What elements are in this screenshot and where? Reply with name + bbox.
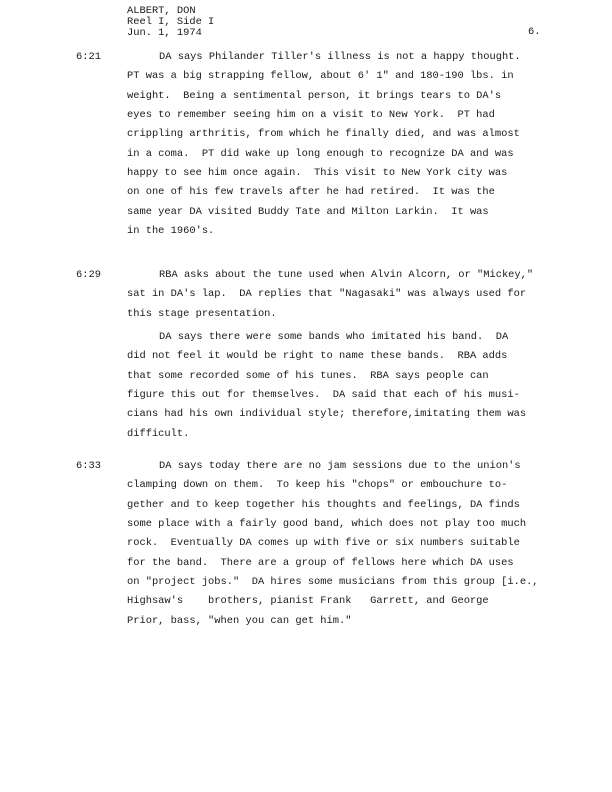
- transcript-line: in a coma. PT did wake up long enough to recognize DA and was: [127, 147, 514, 160]
- timestamp: 6:33: [76, 460, 101, 472]
- transcript-line: that some recorded some of his tunes. RBA says people can: [127, 369, 489, 382]
- transcript-line: eyes to remember seeing him on a visit to New York. PT had: [127, 109, 495, 122]
- transcript-line: for the band. There are a group of fellows here which DA uses: [127, 556, 514, 569]
- transcript-line: DA says today there are no jam sessions due to the union's: [159, 460, 521, 472]
- timestamp: 6:29: [76, 269, 101, 281]
- transcript-line: weight. Being a sentimental person, it brings tears to DA's: [127, 89, 502, 102]
- transcript-line: crippling arthritis, from which he finally died, and was almost: [127, 128, 520, 141]
- header-name: ALBERT, DON: [127, 5, 196, 17]
- transcript-line: RBA asks about the tune used when Alvin Alcorn, or "Mickey,": [159, 269, 534, 281]
- transcript-line: rock. Eventually DA comes up with five or six numbers suitable: [127, 537, 520, 550]
- transcript-line: cians had his own individual style; therefore,imitating them was: [127, 408, 527, 421]
- transcript-line: some place with a fairly good band, which does not play too much: [127, 518, 527, 531]
- transcript-line: DA says Philander Tiller's illness is not a happy thought.: [159, 51, 521, 63]
- transcript-line: figure this out for themselves. DA said that each of his musi-: [127, 389, 520, 402]
- transcript-line: same year DA visited Buddy Tate and Milton Larkin. It was: [127, 205, 489, 218]
- transcript-line: difficult.: [127, 427, 190, 440]
- transcript-line: PT was a big strapping fellow, about 6' 1" and 180-190 lbs. in: [127, 70, 514, 83]
- transcript-line: this stage presentation.: [127, 307, 277, 320]
- transcript-line: gether and to keep together his thoughts and feelings, DA finds: [127, 498, 520, 511]
- timestamp: 6:21: [76, 51, 101, 63]
- transcript-line: in the 1960's.: [127, 225, 215, 238]
- header-date: Jun. 1, 1974: [127, 27, 202, 39]
- transcript-line: did not feel it would be right to name these bands. RBA adds: [127, 350, 508, 363]
- transcript-line: clamping down on them. To keep his "chops" or embouchure to-: [127, 479, 508, 492]
- transcript-line: sat in DA's lap. DA replies that "Nagasaki" was always used for: [127, 288, 527, 301]
- transcript-line: Prior, bass, "when you can get him.": [127, 614, 352, 627]
- transcript-line: on one of his few travels after he had retired. It was the: [127, 186, 495, 199]
- transcript-line: happy to see him once again. This visit to New York city was: [127, 167, 508, 180]
- transcript-line: Highsaw's brothers, pianist Frank Garrett, and George: [127, 595, 489, 608]
- transcript-line: DA says there were some bands who imitated his band. DA: [159, 331, 509, 344]
- transcript-line: on "project jobs." DA hires some musicians from this group [i.e.,: [127, 576, 539, 589]
- page-number: 6.: [528, 26, 541, 38]
- header-reel: Reel I, Side I: [127, 16, 215, 28]
